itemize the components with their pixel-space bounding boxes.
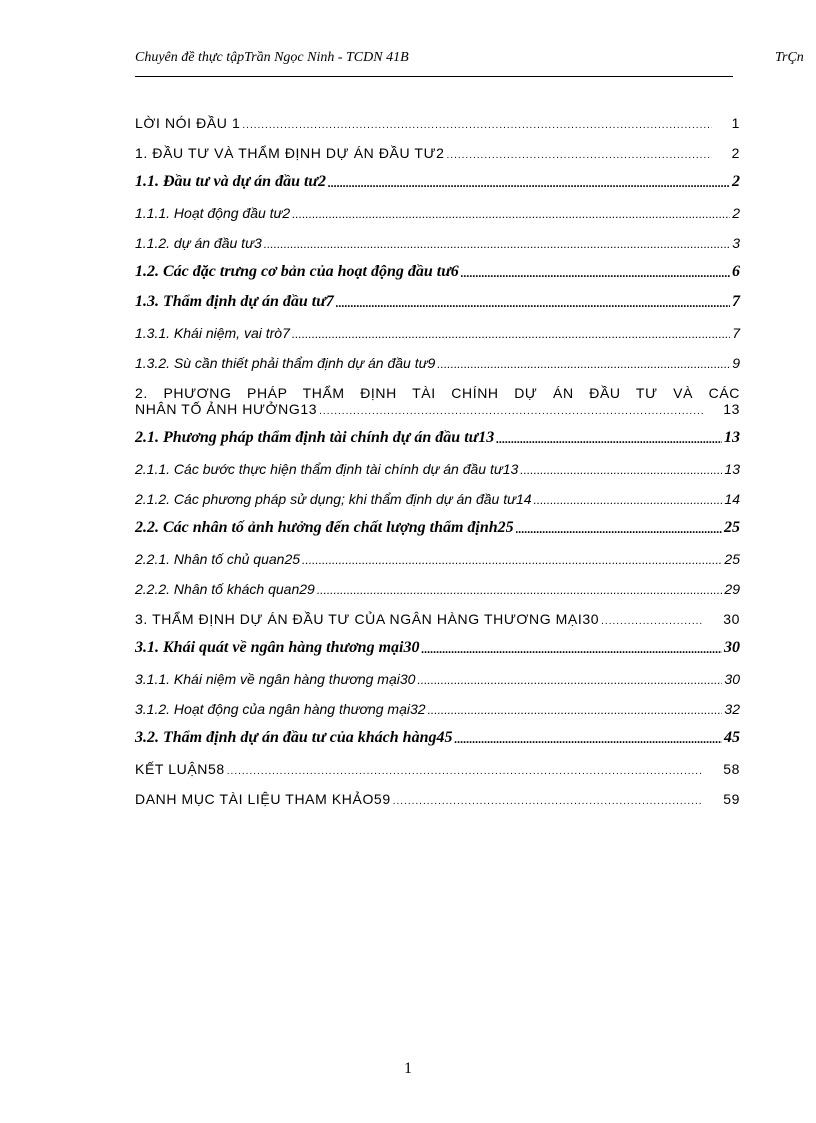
toc-entry[interactable]: 3.2. Thẩm định dự án đầu tư của khách hàng45 ..... 45 <box>135 717 740 747</box>
toc-entry[interactable]: LỜI NÓI ĐẦU 1 ..... 1 <box>135 101 740 131</box>
header-divider <box>135 76 733 77</box>
toc-entry[interactable]: 2. PHƯƠNG PHÁP THẨM ĐỊNH TÀI CHÍNH DỰ ÁN ĐẦU TƯ VÀ CÁC NHÂN TỐ ẢNH HƯỞNG13 ..... 13 <box>135 371 740 417</box>
toc-entry[interactable]: 2.2.2. Nhân tố khách quan29 ..... 29 <box>135 567 740 597</box>
toc-entry[interactable]: 2.2.1. Nhân tố chủ quan25 ..... 25 <box>135 537 740 567</box>
toc-entry[interactable]: 1. ĐẦU TƯ VÀ THẨM ĐỊNH DỰ ÁN ĐẦU TƯ2 ..... 2 <box>135 131 740 161</box>
toc-entry[interactable]: 1.1.2. dự án đầu tư3 ..... 3 <box>135 221 740 251</box>
toc-entry[interactable]: 1.3. Thẩm định dự án đầu tư7 ..... 7 <box>135 281 740 311</box>
toc-entry[interactable]: 1.1.1. Hoạt động đầu tư2 ..... 2 <box>135 191 740 221</box>
toc-entry[interactable]: 1.1. Đầu tư và dự án đầu tư2 ..... 2 <box>135 161 740 191</box>
toc-entry[interactable]: KẾT LUẬN58 ..... 58 <box>135 747 740 777</box>
toc-entry[interactable]: 3.1. Khái quát về ngân hàng thương mại30 ..... 30 <box>135 627 740 657</box>
toc-entry[interactable]: 2.1. Phương pháp thẩm định tài chính dự án đầu tư13 ..... 13 <box>135 417 740 447</box>
table-of-contents <box>135 101 740 807</box>
toc-entry[interactable]: 2.1.2. Các phương pháp sử dụng; khi thẩm định dự án đầu tư14 ..... 14 <box>135 477 740 507</box>
header-left-text: Chuyên đề thực tậpTrần Ngọc Ninh - TCDN 41B <box>135 50 409 65</box>
header-right-text: TrÇn <box>775 50 804 65</box>
toc-entry[interactable]: 1.2. Các đặc trưng cơ bản của hoạt động đầu tư6 ..... 6 <box>135 251 740 281</box>
toc-entry[interactable]: 3.1.1. Khái niệm về ngân hàng thương mại30 ..... 30 <box>135 657 740 687</box>
toc-entry[interactable]: 1.3.2. Sù cần thiết phải thẩm định dự án đầu tư9 ..... 9 <box>135 341 740 371</box>
toc-entry[interactable]: DANH MỤC TÀI LIỆU THAM KHẢO59 ..... 59 <box>135 777 740 807</box>
page-number: 1 <box>404 1060 412 1077</box>
toc-entry[interactable]: 3.1.2. Hoạt động của ngân hàng thương mại32 ..... 32 <box>135 687 740 717</box>
toc-entry[interactable]: 2.2. Các nhân tố ảnh hưởng đến chất lượng thẩm định25 ..... 25 <box>135 507 740 537</box>
toc-entry[interactable]: 1.3.1. Khái niệm, vai trò7 ..... 7 <box>135 311 740 341</box>
toc-entry[interactable]: 2.1.1. Các bước thực hiện thẩm định tài chính dự án đầu tư13 ..... 13 <box>135 447 740 477</box>
toc-entry[interactable]: 3. THẨM ĐỊNH DỰ ÁN ĐẦU TƯ CỦA NGÂN HÀNG THƯƠNG MẠI30 ..... 30 <box>135 597 740 627</box>
page-header <box>135 50 804 72</box>
